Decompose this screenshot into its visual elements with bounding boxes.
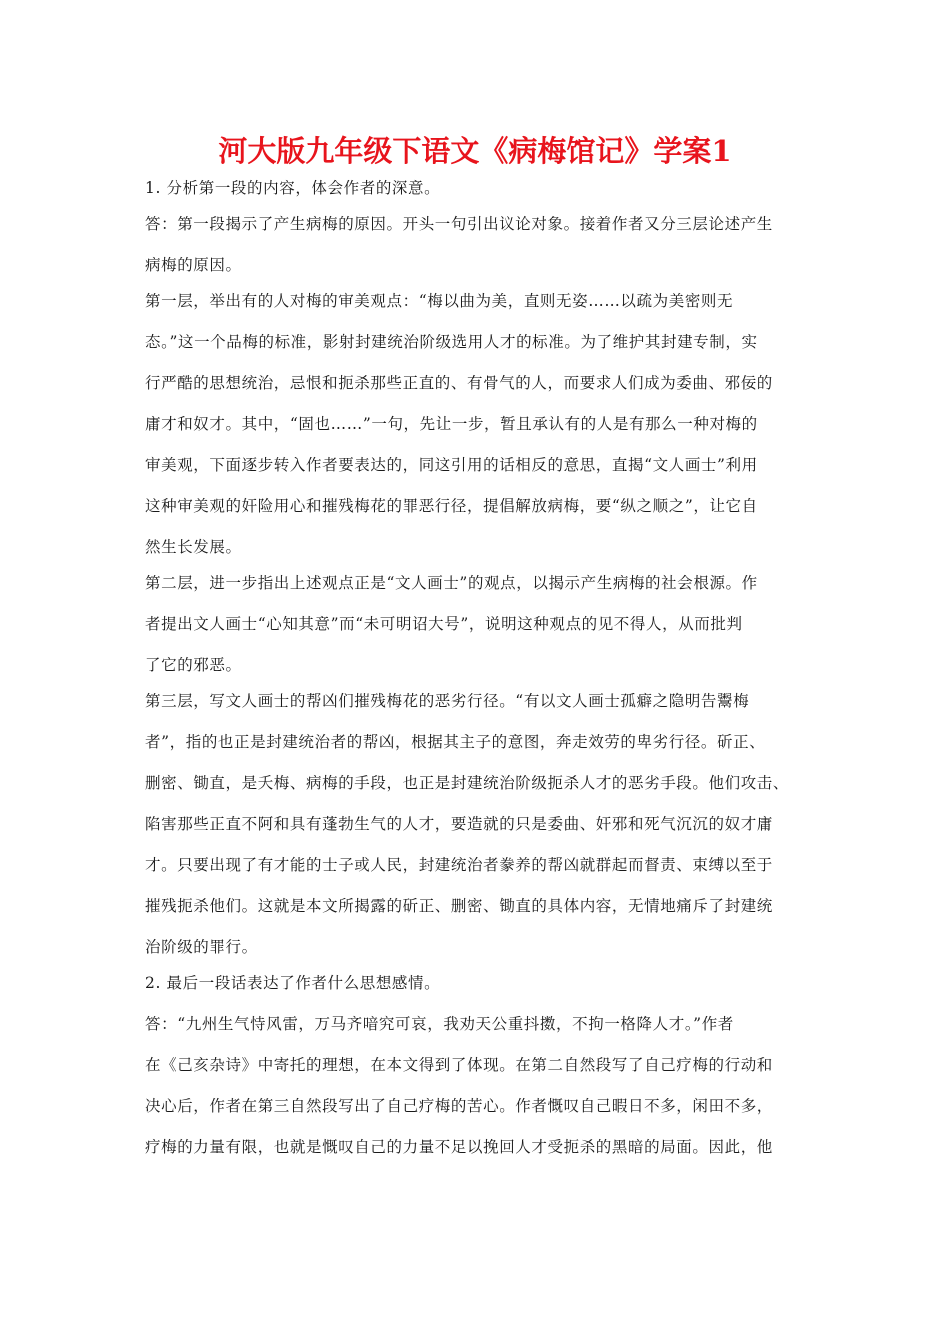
text-line: 陷害那些正直不阿和具有蓬勃生气的人才，要造就的只是委曲、奸邪和死气沉沉的奴才庸 (145, 815, 773, 833)
text-line: 然生长发展。 (145, 538, 242, 556)
text-line: 庸才和奴才。其中，“固也……”一句，先让一步，暂且承认有的人是有那么一种对梅的 (145, 415, 758, 433)
text-line: 摧残扼杀他们。这就是本文所揭露的斫正、删密、锄直的具体内容，无情地痛斥了封建统 (145, 897, 773, 915)
text-line: 决心后，作者在第三自然段写出了自己疗梅的苦心。作者慨叹自己暇日不多，闲田不多， (145, 1097, 773, 1115)
text-line: 这种审美观的奸险用心和摧残梅花的罪恶行径，提倡解放病梅，要“纵之顺之”，让它自 (145, 497, 758, 515)
question-1-line: 1. 分析第一段的内容，体会作者的深意。 (145, 179, 441, 197)
text-line: 态。”这一个品梅的标准，影射封建统治阶级选用人才的标准。为了维护其封建专制，实 (145, 333, 758, 351)
text-line: 在《己亥杂诗》中寄托的理想，在本文得到了体现。在第二自然段写了自己疗梅的行动和 (145, 1056, 773, 1074)
text-line: 审美观，下面逐步转入作者要表达的，同这引用的话相反的意思，直揭“文人画士”利用 (145, 456, 758, 474)
text-line: 才。只要出现了有才能的士子或人民，封建统治者豢养的帮凶就群起而督责、束缚以至于 (145, 856, 773, 874)
text-line: 答：“九州生气恃风雷，万马齐喑究可哀，我劝天公重抖擞，不拘一格降人才。”作者 (145, 1015, 734, 1033)
text-line: 治阶级的罪行。 (145, 938, 258, 956)
text-line: 第一层，举出有的人对梅的审美观点：“梅以曲为美，直则无姿……以疏为美密则无 (145, 292, 734, 310)
text-line: 者”，指的也正是封建统治者的帮凶，根据其主子的意图，奔走效劳的卑劣行径。斫正、 (145, 733, 766, 751)
text-line: 者提出文人画士“心知其意”而“未可明诏大号”，说明这种观点的见不得人，从而批判 (145, 615, 743, 633)
question-2-line: 2. 最后一段话表达了作者什么思想感情。 (145, 974, 441, 992)
text-line: 疗梅的力量有限，也就是慨叹自己的力量不足以挽回人才受扼杀的黑暗的局面。因此，他 (145, 1138, 773, 1156)
text-line: 答：第一段揭示了产生病梅的原因。开头一句引出议论对象。接着作者又分三层论述产生 (145, 215, 773, 233)
text-line: 行严酷的思想统治，忌恨和扼杀那些正直的、有骨气的人，而要求人们成为委曲、邪佞的 (145, 374, 773, 392)
text-line: 删密、锄直，是夭梅、病梅的手段，也正是封建统治阶级扼杀人才的恶劣手段。他们攻击、 (145, 774, 790, 792)
text-line: 第二层，进一步指出上述观点正是“文人画士”的观点，以揭示产生病梅的社会根源。作 (145, 574, 758, 592)
text-line: 病梅的原因。 (145, 256, 242, 274)
page-title: 河大版九年级下语文《病梅馆记》学案1 (218, 134, 732, 168)
text-line: 了它的邪恶。 (145, 656, 242, 674)
text-line: 第三层，写文人画士的帮凶们摧残梅花的恶劣行径。“有以文人画士孤癖之隐明告鬻梅 (145, 692, 750, 710)
